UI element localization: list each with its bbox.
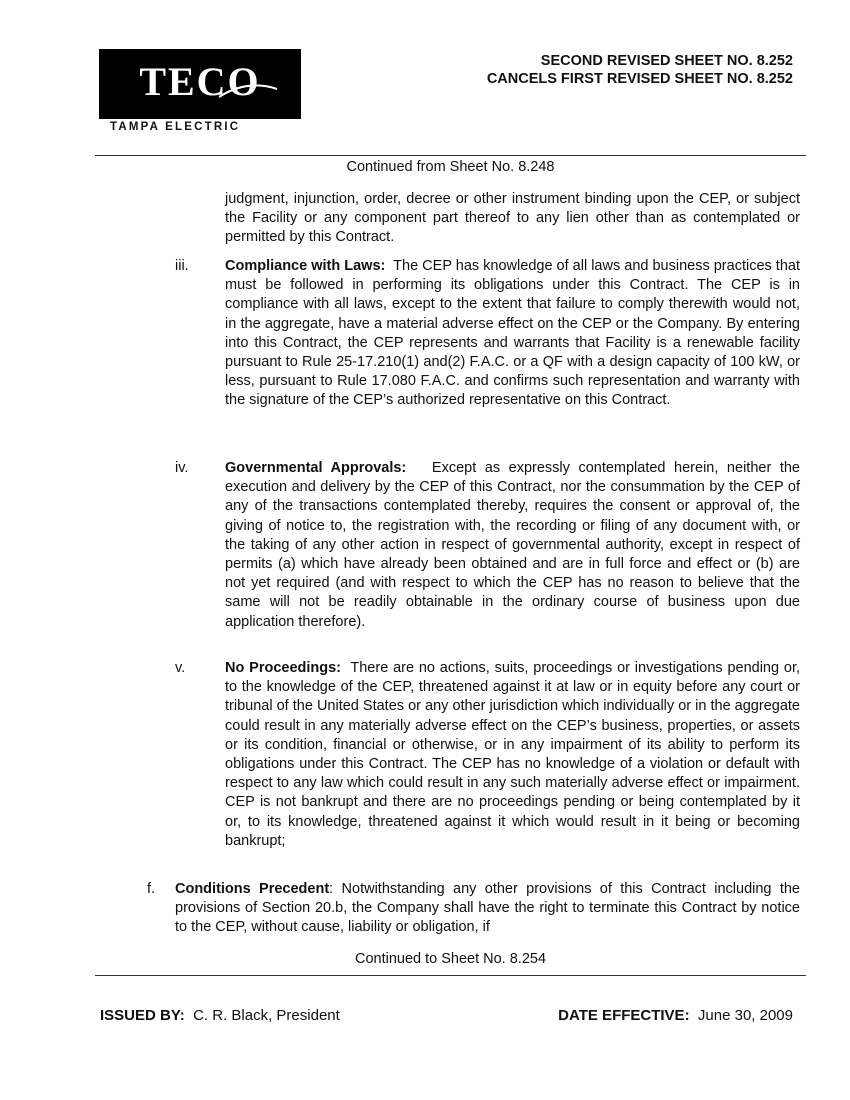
item-text: There are no actions, suits, proceedings or investigations pending or, to the knowledge of the CEP, threatened against it at law or in equity before any court or tribunal of the United States or any other jurisdiction which individually or in the aggregate could result in any materially adverse effect on the CEP’s business, properties, or assets or its condition, financial or otherwise, or in any impairment of its ability to perform its obligations under this Contract. The CEP has no knowledge of a violation or default with respect to any law which could result in any such materially adverse effect or impairment. CEP is not bankrupt and there are no proceedings pending or being contemplated by it or, to its knowledge, threatened against it which would result in it being or becoming bankrupt;	[225, 660, 801, 849]
date-value: June 30, 2009	[697, 1007, 793, 1024]
continued-to: Continued to Sheet No. 8.254	[354, 951, 547, 967]
item-letter: f.	[147, 881, 156, 897]
intro-paragraph: judgment, injunction, order, decree or other instrument binding upon the CEP, or subject the Facility or any component part thereof to any lien other than as contemplated or permitted by this Contract.	[225, 191, 800, 246]
item-paragraph	[225, 459, 800, 632]
date-label: DATE EFFECTIVE:	[558, 1007, 690, 1024]
item-text: Except as expressly contemplated herein, neither the execution and delivery by the CEP of this Contract, nor the consummation by the CEP of any of the transactions contemplated thereby, requires the consent or approval of, the giving of notice to, the registration with, the recording or filing of any document with, or the taking of any other action in respect of governmental authority, except in respect of permits (a) which have already been obtained and are in full force and effect or (b) are not yet required (and with respect to which the CEP has no reason to believe that the same will not be readily obtainable in the ordinary course of business upon due application therefore).	[225, 460, 800, 630]
issued-by	[100, 1007, 340, 1024]
issued-label: ISSUED BY:	[100, 1007, 185, 1024]
item-text: : Notwithstanding any other provisions of this Contract including the provisions of Section 20.b, the Company shall have the right to terminate this Contract by notice to the CEP, without cause, liability or obligation, if	[175, 881, 800, 936]
item-paragraph	[225, 659, 800, 851]
item-text: The CEP has knowledge of all laws and business practices that must be followed in performing its obligations under this Contract. The CEP is in compliance with all laws, except to the extent that failure to comply therewith would not, in the aggregate, have a material adverse effect on the CEP or the Company. By entering into this Contract, the CEP represents and warrants that Facility is a renewable facility pursuant to Rule 25-17.210(1) and(2) F.A.C. or a QF with a design capacity of 100 kW, or less, pursuant to Rule 17.080 F.A.C. and confirms such representation and warranty with the signature of the CEP’s authorized representative on this Contract.	[225, 258, 800, 409]
item-heading: Governmental Approvals:	[225, 460, 407, 476]
item-number: iv.	[175, 460, 189, 476]
header-divider	[95, 155, 806, 156]
logo-swoosh-icon	[217, 83, 279, 101]
sheet-number: SECOND REVISED SHEET NO. 8.252	[540, 53, 793, 69]
item-paragraph	[175, 880, 800, 938]
company-logo	[99, 49, 301, 119]
item-heading: Conditions Precedent	[175, 881, 330, 897]
date-effective	[558, 1007, 793, 1024]
item-paragraph	[225, 257, 800, 411]
item-number: iii.	[175, 258, 189, 274]
continued-from: Continued from Sheet No. 8.248	[346, 159, 555, 175]
footer-divider	[95, 975, 806, 976]
logo-text: TECO	[139, 59, 261, 104]
issued-value: C. R. Black, President	[193, 1007, 340, 1024]
sheet-cancels: CANCELS FIRST REVISED SHEET NO. 8.252	[486, 71, 793, 87]
item-number: v.	[175, 660, 186, 676]
item-heading: No Proceedings:	[225, 660, 342, 676]
logo-subtitle: TAMPA ELECTRIC	[110, 121, 241, 133]
item-heading: Compliance with Laws:	[225, 258, 386, 274]
